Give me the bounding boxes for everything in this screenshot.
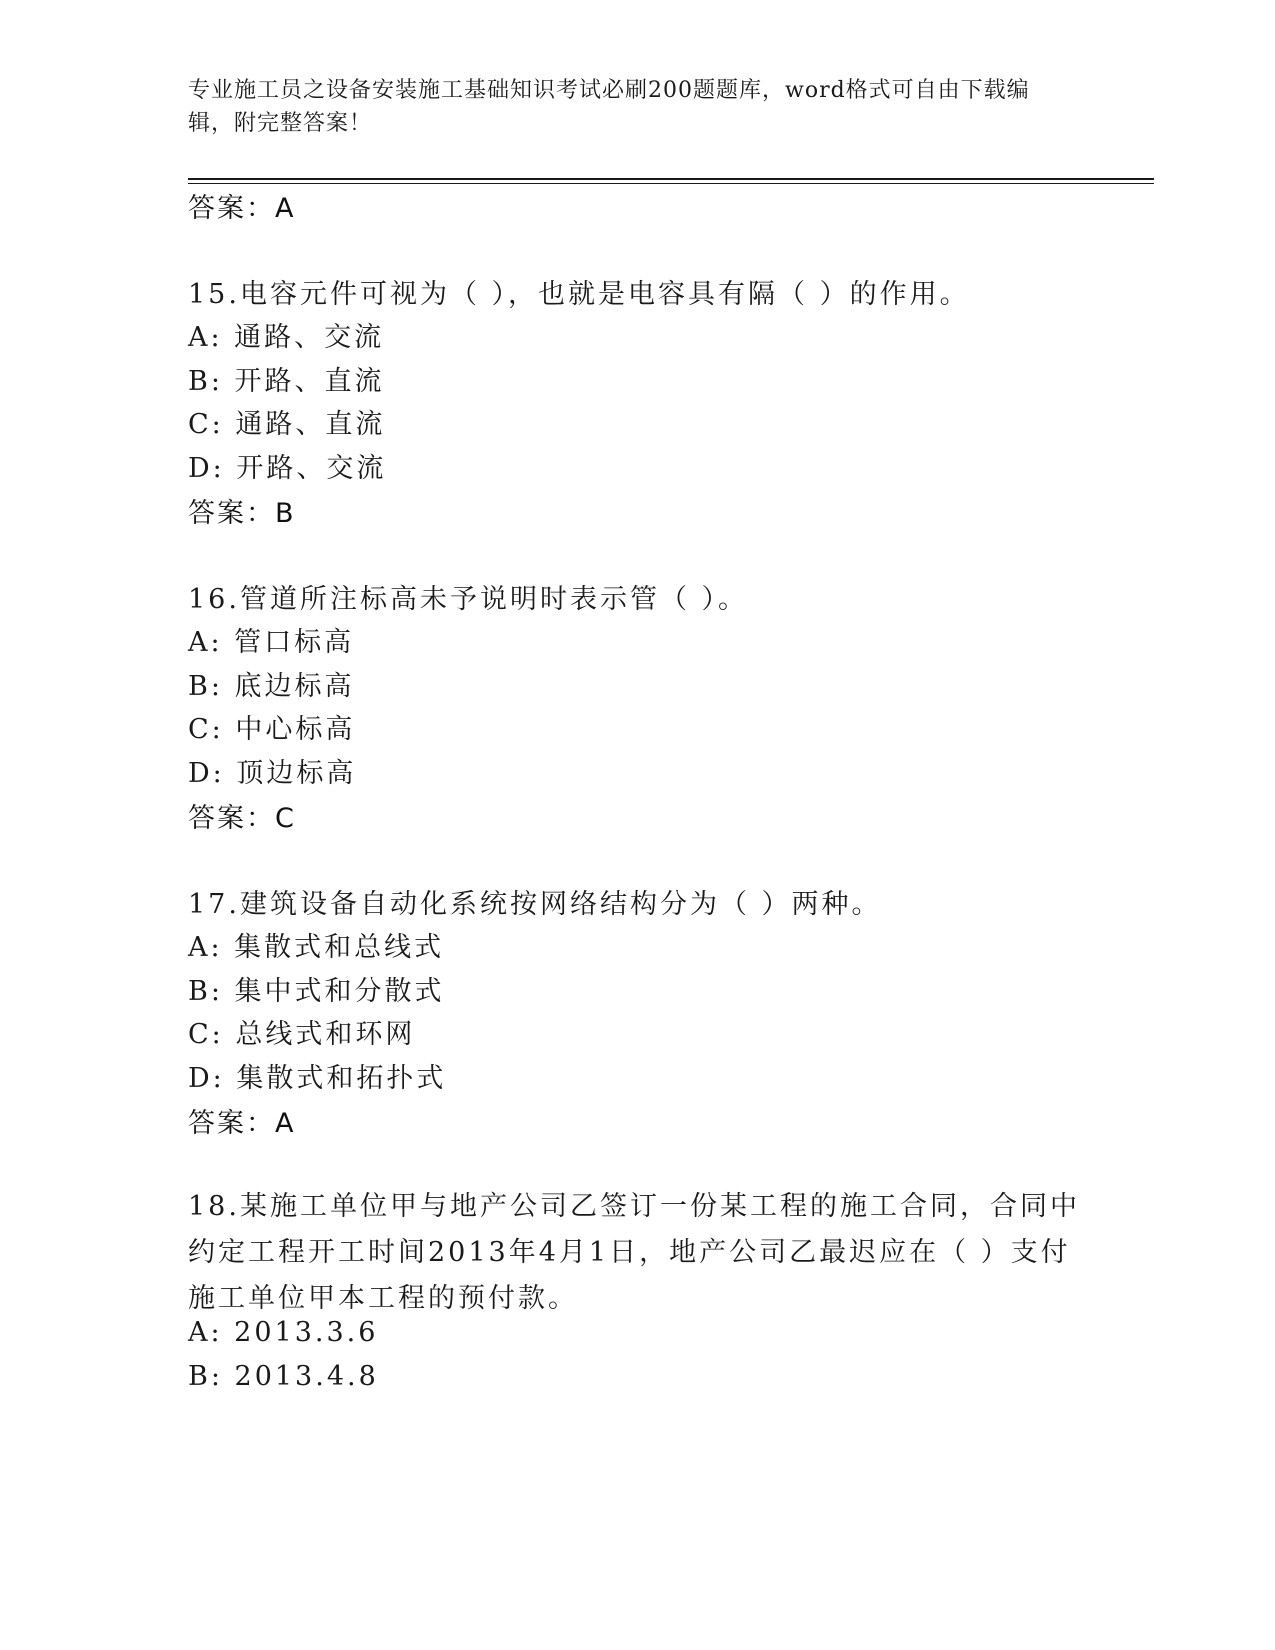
option-c: C: 总线式和环网: [188, 1019, 416, 1050]
option-a: A: 管口标高: [188, 627, 355, 658]
answer-line: 答案：A: [188, 1108, 296, 1139]
answer-line: 答案：A: [188, 193, 296, 224]
answer-line: 答案：B: [188, 498, 296, 529]
option-b: B: 底边标高: [188, 671, 355, 702]
option-a: A: 通路、交流: [188, 322, 385, 353]
header-divider-thick: [188, 178, 1154, 180]
question-stem: 18.某施工单位甲与地产公司乙签订一份某工程的施工合同，合同中约定工程开工时间2013年4月1日，地产公司乙最迟应在（ ）支付施工单位甲本工程的预付款。: [188, 1191, 1080, 1314]
question-stem: 15.电容元件可视为（ ），也就是电容具有隔（ ）的作用。: [188, 279, 970, 310]
option-a: A: 集散式和总线式: [188, 932, 445, 963]
option-b: B: 开路、直流: [188, 366, 385, 397]
option-c: C: 通路、直流: [188, 409, 386, 440]
option-d: D: 集散式和拓扑式: [188, 1063, 447, 1094]
question-stem: 17.建筑设备自动化系统按网络结构分为（ ）两种。: [188, 889, 882, 920]
answer-line: 答案：C: [188, 803, 296, 834]
option-c: C: 中心标高: [188, 714, 356, 745]
document-header: 专业施工员之设备安装施工基础知识考试必刷200题题库，word格式可自由下载编辑，附完整答案！: [188, 78, 1030, 136]
option-d: D: 开路、交流: [188, 453, 387, 484]
option-d: D: 顶边标高: [188, 758, 357, 789]
header-divider-thin: [188, 183, 1154, 184]
option-a: A: 2013.3.6: [188, 1317, 379, 1348]
option-b: B: 2013.4.8: [188, 1361, 379, 1392]
question-stem: 16.管道所注标高未予说明时表示管（ ）。: [188, 584, 749, 615]
option-b: B: 集中式和分散式: [188, 976, 445, 1007]
